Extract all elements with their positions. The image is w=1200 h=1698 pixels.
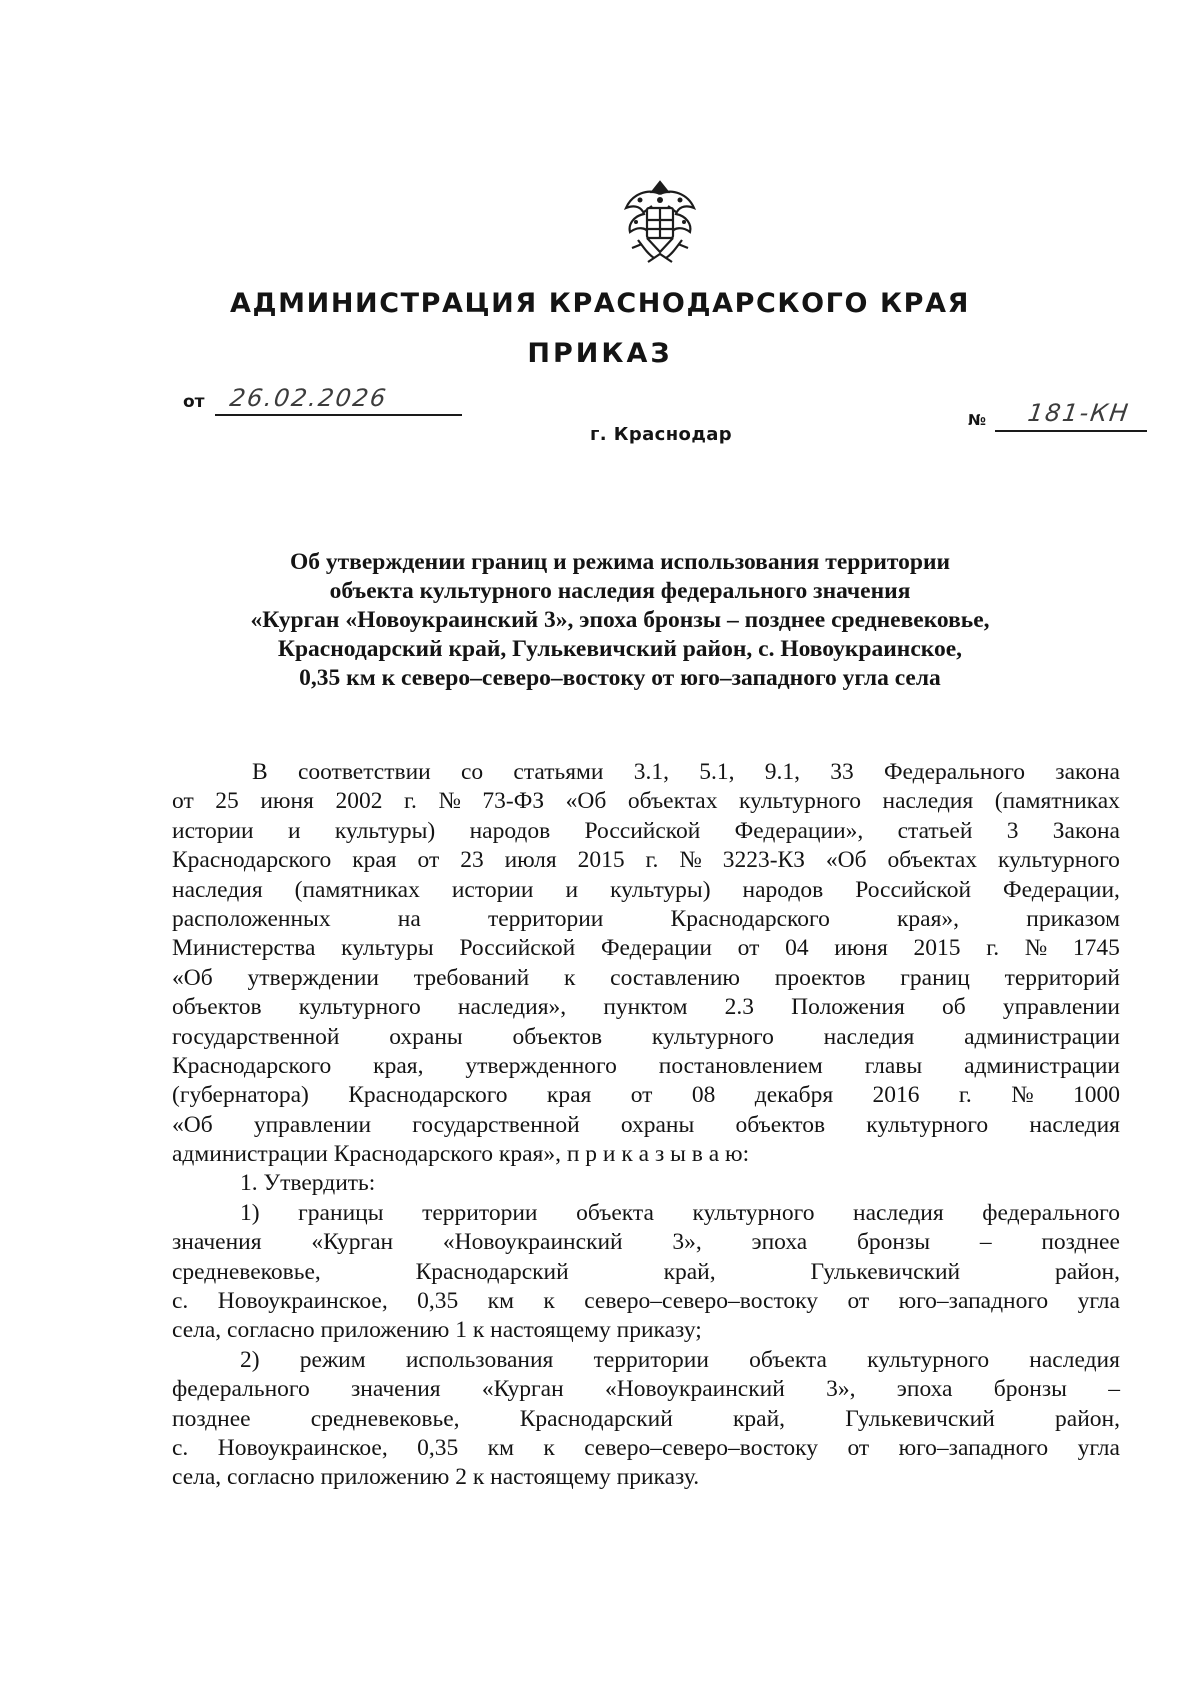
number-label: № <box>968 411 987 429</box>
paragraph-line: позднее средневековье, Краснодарский край, Гулькевичский район, <box>172 1405 1120 1432</box>
paragraph-line: села, согласно приложению 2 к настоящему приказу. <box>172 1464 700 1491</box>
paragraph-line: 2) режим использования территории объекта культурного наследия <box>240 1346 1120 1373</box>
paragraph-line: 1) границы территории объекта культурного наследия федерального <box>240 1199 1120 1226</box>
paragraph-line: наследия (памятниках истории и культуры) народов Российской Федерации, <box>172 876 1120 903</box>
document-type: ПРИКАЗ <box>527 338 673 369</box>
paragraph-line: Краснодарского края, утвержденного постановлением главы администрации <box>172 1052 1120 1079</box>
paragraph-line: Министерства культуры Российской Федерации от 04 июня 2015 г. № 1745 <box>172 935 1120 962</box>
paragraph-line: объектов культурного наследия», пунктом 2.3 Положения об управлении <box>172 994 1120 1021</box>
handwritten-date: 26.02.2026 <box>228 384 390 412</box>
title-line: Об утверждении границ и режима использования территории <box>289 549 951 575</box>
paragraph-line: администрации Краснодарского края», п р и к а з ы в а ю: <box>172 1141 750 1168</box>
paragraph-line: федерального значения «Курган «Новоукраинский 3», эпоха бронзы – <box>172 1376 1120 1403</box>
item-1: 1. Утвердить: <box>240 1170 376 1197</box>
paragraph-line: Краснодарского края от 23 июля 2015 г. № 3223-КЗ «Об объектах культурного <box>172 847 1120 874</box>
document-body <box>172 758 1120 1493</box>
paragraph-line: расположенных на территории Краснодарского края», приказом <box>172 905 1120 932</box>
paragraph-line: от 25 июня 2002 г. № 73-ФЗ «Об объектах культурного наследия (памятниках <box>172 788 1120 815</box>
title-line: «Курган «Новоукраинский 3», эпоха бронзы – позднее средневековье, <box>250 607 990 633</box>
title-line: объекта культурного наследия федерального значения <box>329 578 911 604</box>
paragraph-line: села, согласно приложению 1 к настоящему приказу; <box>172 1317 702 1344</box>
paragraph-line: государственной охраны объектов культурного наследия администрации <box>172 1023 1120 1050</box>
paragraph-line: с. Новоукраинское, 0,35 км к северо–северо–востоку от юго–западного угла <box>172 1434 1120 1461</box>
paragraph-line: В соответствии со статьями 3.1, 5.1, 9.1, 33 Федерального закона <box>252 759 1120 785</box>
handwritten-number: 181-КН <box>1026 399 1132 427</box>
paragraph-line: средневековье, Краснодарский край, Гулькевичский район, <box>172 1258 1120 1285</box>
title-line: 0,35 км к северо–северо–востоку от юго–западного угла села <box>299 665 941 691</box>
sub-item-2 <box>172 1346 1120 1493</box>
paragraph-line: «Об утверждении требований к составлению проектов границ территорий <box>172 964 1120 991</box>
paragraph-line: истории и культуры) народов Российской Федерации», статьей 3 Закона <box>172 817 1120 844</box>
organization-name: АДМИНИСТРАЦИЯ КРАСНОДАРСКОГО КРАЯ <box>230 288 970 319</box>
preamble-paragraph <box>172 758 1120 1169</box>
sub-item-1 <box>172 1199 1120 1346</box>
coat-of-arms-icon <box>618 178 702 270</box>
paragraph-line: с. Новоукраинское, 0,35 км к северо–северо–востоку от юго–западного угла <box>172 1288 1120 1315</box>
paragraph-line: (губернатора) Краснодарского края от 08 декабря 2016 г. № 1000 <box>172 1082 1120 1109</box>
city-name: г. Краснодар <box>590 424 733 445</box>
title-line: Краснодарский край, Гулькевичский район, с. Новоукраинское, <box>277 636 963 662</box>
date-label: от <box>183 392 205 412</box>
paragraph-line: «Об управлении государственной охраны объектов культурного наследия <box>172 1111 1120 1138</box>
paragraph-line: значения «Курган «Новоукраинский 3», эпоха бронзы – позднее <box>172 1229 1120 1256</box>
document-title <box>170 548 1070 693</box>
